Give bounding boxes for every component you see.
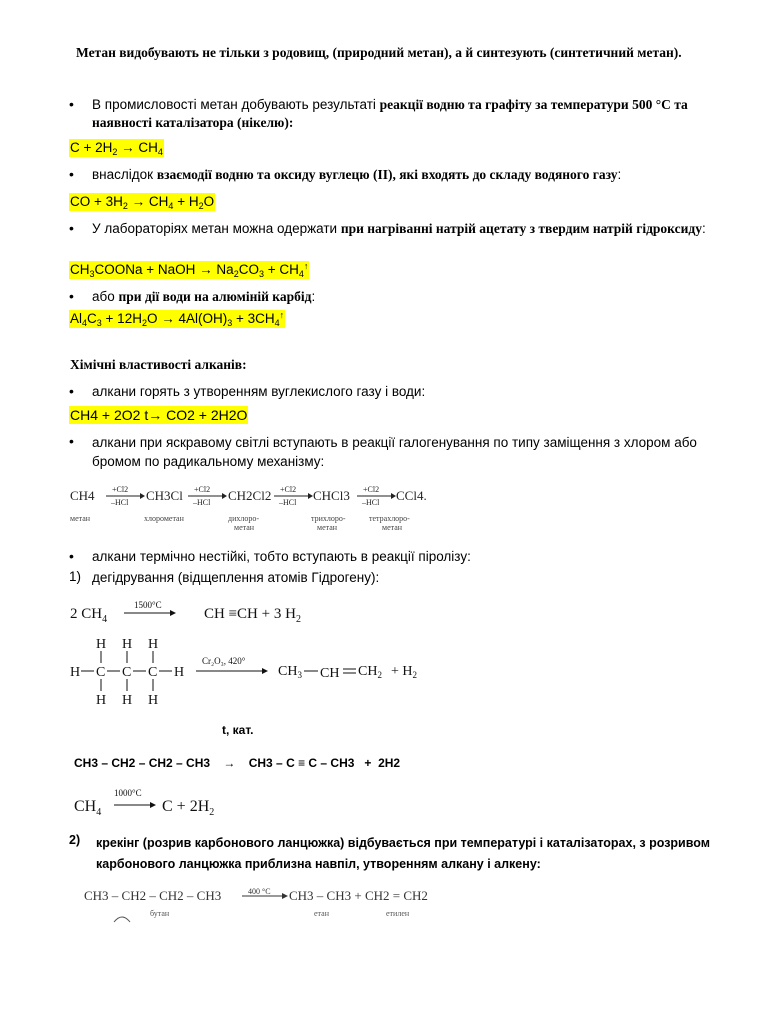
item-number: 2) bbox=[69, 833, 81, 847]
svg-text:1500°C: 1500°C bbox=[134, 600, 162, 610]
equation-acetylene bbox=[66, 598, 356, 630]
bullet-industry bbox=[92, 96, 732, 132]
bullet-water-gas: внаслідок взаємодії водню та оксиду вуглецю (II), які входять до складу водяного газу: bbox=[92, 167, 622, 182]
svg-text:+Cl2: +Cl2 bbox=[363, 485, 380, 494]
svg-text:CH3: $CH_3$ bbox=[278, 664, 302, 680]
arrow-1 bbox=[106, 485, 145, 507]
arrow-4 bbox=[357, 485, 396, 507]
equation-c-h2: $C + 2H_2 \to CH_4$ bbox=[70, 140, 163, 157]
bullet-marker: • bbox=[69, 220, 74, 236]
species-ccl4: CCl4. bbox=[396, 488, 427, 503]
svg-text:етан: етан bbox=[314, 909, 329, 918]
svg-text:400 °C: 400 °C bbox=[248, 887, 271, 896]
label-tetrachloro: тетрахлоро- bbox=[369, 514, 410, 523]
equation-propene bbox=[66, 632, 426, 714]
bullet-combustion: алкани горять з утворенням вуглекислого газу і води: bbox=[92, 384, 426, 399]
svg-text:H: H bbox=[96, 637, 107, 652]
label-methane: метан bbox=[70, 514, 91, 523]
equation-carbide: $Al_4C_3 + 12H_2O \to 4Al(OH)_3 + 3CH_4^↑$ bbox=[70, 310, 285, 328]
svg-text:CH4: $CH_4$ bbox=[74, 798, 102, 818]
bullet-marker: • bbox=[69, 383, 74, 399]
species-chcl3: CHCl3 bbox=[313, 488, 350, 503]
arrow-3 bbox=[274, 485, 313, 507]
item-number: 1) bbox=[69, 569, 82, 584]
equation-methane-decomposition bbox=[70, 785, 240, 821]
bullet-bold: реакції водню та графіту за температури 500 °С та наявності каталізатора (нікелю): bbox=[92, 97, 688, 130]
catalyst-label: t, кат. bbox=[222, 723, 254, 737]
svg-text:1000°C: 1000°C bbox=[114, 788, 142, 798]
svg-text:C + 2H2: $C + 2H_2$ bbox=[162, 798, 215, 818]
equation-co-h2: CO + $3H_2 \to CH_4 + H_2O$ bbox=[70, 194, 215, 211]
bullet-marker: • bbox=[69, 548, 74, 564]
bullet-pyrolysis: алкани термічно нестійкі, тобто вступають в реакції піролізу: bbox=[92, 549, 471, 564]
intro-paragraph: Метан видобувають не тільки з родовищ, (природний метан), а й синтезують (синтетичний метан). bbox=[76, 45, 682, 60]
svg-text:–HCl: –HCl bbox=[279, 498, 297, 507]
svg-text:–HCl: –HCl bbox=[362, 498, 380, 507]
species-ch3cl: CH3Cl bbox=[146, 488, 183, 503]
bullet-marker: • bbox=[69, 288, 74, 304]
svg-text:CH3 – CH3 + CH2 = CH2: CH3 – CH3 + CH2 = CH2 bbox=[289, 888, 428, 903]
svg-text:2 CH4: 2 $CH_4$ bbox=[70, 606, 108, 625]
svg-text:C: C bbox=[148, 665, 158, 680]
svg-text:метан: метан bbox=[382, 523, 403, 532]
svg-text:бутан: бутан bbox=[150, 909, 170, 918]
arrow-2 bbox=[188, 485, 227, 507]
equation-combustion: CH4 + 2O2 t→ CO2 + 2H2O bbox=[70, 407, 248, 423]
svg-text:H: H bbox=[70, 665, 81, 680]
equation-cracking bbox=[82, 884, 462, 924]
label-chloromethane: хлорометан bbox=[144, 514, 184, 523]
svg-text:метан: метан bbox=[234, 523, 255, 532]
item-dehydrogenation: дегідрування (відщеплення атомів Гідрогену): bbox=[92, 570, 380, 585]
svg-text:+Cl2: +Cl2 bbox=[194, 485, 211, 494]
butane-dehydrogenation: CH3 – CH2 – CH2 – CH3 → CH3 – C ≡ C – CH3 + 2H2 bbox=[74, 756, 401, 770]
bullet-marker: • bbox=[69, 433, 74, 449]
svg-text:+ H2: + $H_2$ bbox=[391, 664, 418, 680]
svg-text:CH3 – CH2 – CH2 – CH3: CH3 – CH2 – CH2 – CH3 bbox=[84, 888, 222, 903]
svg-text:CH: CH bbox=[320, 666, 340, 681]
svg-text:Cr₂O₃, 420°: Cr₂O₃, 420° bbox=[202, 656, 246, 666]
svg-text:H: H bbox=[96, 693, 107, 708]
svg-text:C: C bbox=[122, 665, 132, 680]
halogenation-scheme bbox=[66, 482, 446, 532]
svg-text:H: H bbox=[174, 665, 185, 680]
svg-text:H: H bbox=[148, 637, 159, 652]
label-dichloro: дихлоро- bbox=[228, 514, 260, 523]
item-cracking: крекінг (розрив карбонового ланцюжка) відбувається при температурі і каталізаторах, з розривом карбонового ланцюжка приблизна навпіл, утворенням алкану і алкену: bbox=[96, 836, 710, 871]
bullet-marker: • bbox=[69, 166, 74, 182]
svg-text:C: C bbox=[96, 665, 106, 680]
svg-text:+Cl2: +Cl2 bbox=[280, 485, 297, 494]
svg-text:етилен: етилен bbox=[386, 909, 410, 918]
svg-text:H: H bbox=[122, 693, 133, 708]
bullet-carbide: або при дії води на алюміній карбід: bbox=[92, 289, 316, 304]
bullet-halogenation: алкани при яскравому світлі вступають в реакції галогенування по типу заміщення з хлором або бромом по радикальному механізму: bbox=[92, 435, 697, 469]
label-trichloro: трихлоро- bbox=[311, 514, 346, 523]
svg-text:–HCl: –HCl bbox=[193, 498, 211, 507]
svg-text:–HCl: –HCl bbox=[111, 498, 129, 507]
svg-text:CH ≡CH + 3 H2: CH ≡CH + 3 $H_2$ bbox=[204, 606, 301, 625]
svg-text:метан: метан bbox=[317, 523, 338, 532]
bullet-lab: У лабораторіях метан можна одержати при нагріванні натрій ацетату з твердим натрій гідроксиду: bbox=[92, 221, 706, 236]
section-heading: Хімічні властивості алканів: bbox=[70, 357, 247, 372]
svg-text:H: H bbox=[122, 637, 133, 652]
svg-text:+Cl2: +Cl2 bbox=[112, 485, 129, 494]
equation-acetate: $CH_3COONa$ + NaOH → $Na_2CO_3 + CH_4^↑$ bbox=[70, 261, 309, 279]
bullet-text: В промисловості метан добувають результаті bbox=[92, 97, 380, 112]
bullet-marker: • bbox=[69, 96, 74, 112]
species-ch2cl2: CH2Cl2 bbox=[228, 488, 272, 503]
svg-text:H: H bbox=[148, 693, 159, 708]
svg-text:CH2: $CH_2$ bbox=[358, 664, 382, 680]
species-ch4: CH4 bbox=[70, 488, 95, 503]
